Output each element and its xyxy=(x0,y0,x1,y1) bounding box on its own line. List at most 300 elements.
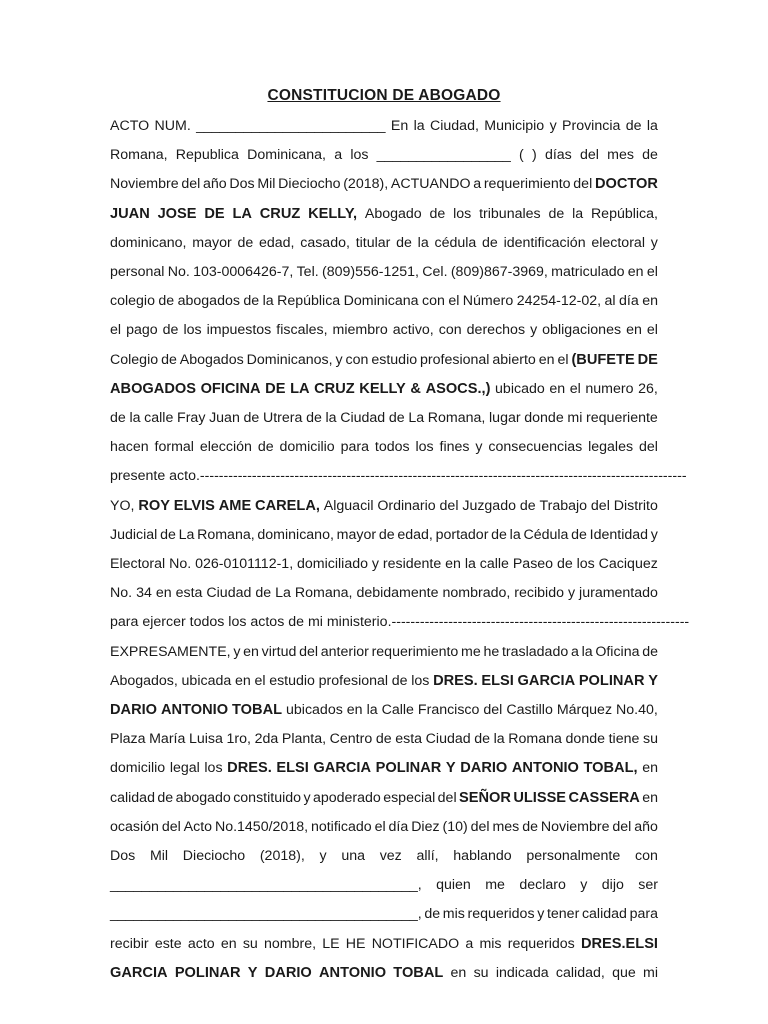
word: Mil xyxy=(257,176,276,193)
bold-word: DARIO xyxy=(110,702,158,718)
bold-word: LA xyxy=(290,380,310,397)
word: Luisa xyxy=(188,731,223,748)
body-line xyxy=(110,146,658,164)
word: de xyxy=(556,556,573,572)
bold-word: ANTONIO xyxy=(161,702,229,718)
body-line xyxy=(110,584,658,602)
word: domicilio xyxy=(110,760,166,777)
word: de xyxy=(571,526,587,543)
word: calle xyxy=(479,556,509,572)
word: mayor xyxy=(192,234,232,251)
word: electoral xyxy=(591,234,645,251)
word: de xyxy=(161,351,177,368)
word: los xyxy=(204,760,223,777)
bold-word: DE xyxy=(204,205,225,222)
body-line xyxy=(110,701,658,719)
word: Juan xyxy=(209,410,240,426)
word: ________________________ xyxy=(196,118,386,134)
word: el xyxy=(569,380,581,397)
word: allí, xyxy=(416,848,439,864)
word: Romana xyxy=(508,731,562,748)
word: de xyxy=(548,205,565,222)
word: No. xyxy=(167,264,190,280)
word: de xyxy=(391,672,408,689)
bold-word: Y xyxy=(648,672,658,689)
body-line xyxy=(110,175,658,193)
word: en xyxy=(155,585,172,602)
word: Dieciocho xyxy=(278,176,341,193)
word: en xyxy=(549,380,566,397)
word: estudio xyxy=(371,351,418,368)
body-line xyxy=(110,789,658,807)
word: Oficina xyxy=(595,643,640,660)
word: y xyxy=(549,118,557,134)
word: Ciudad, xyxy=(430,118,479,134)
word: con xyxy=(634,848,658,864)
word: y xyxy=(475,439,483,456)
bold-word: Y xyxy=(445,760,456,777)
word: la xyxy=(325,410,337,426)
word: fiscales, xyxy=(276,322,328,339)
word: mis xyxy=(442,906,465,923)
word: una xyxy=(341,848,365,864)
word: para xyxy=(340,439,369,456)
word: ACTO xyxy=(110,118,150,134)
word: la xyxy=(509,526,521,543)
bold-word: POLINAR xyxy=(174,964,241,981)
bold-word: DARIO xyxy=(264,964,312,981)
word: 24254-12-02, xyxy=(516,293,602,310)
word: Cel. xyxy=(422,264,448,280)
word: a xyxy=(570,643,579,660)
body-line xyxy=(110,964,658,982)
word: y xyxy=(371,556,379,572)
word: Dominicana xyxy=(343,293,419,310)
word: Dos xyxy=(229,176,255,193)
word: (2018), xyxy=(259,848,305,864)
word: de xyxy=(243,293,260,310)
word: abierto xyxy=(492,351,536,368)
word: del xyxy=(579,147,599,164)
word: el xyxy=(374,818,386,835)
bold-word: KELLY, xyxy=(308,205,358,222)
word: _______________________________________, xyxy=(110,877,422,894)
bold-word: LA xyxy=(232,205,252,222)
word: tribunales xyxy=(479,205,541,222)
word: elección xyxy=(199,439,252,456)
word: Acto xyxy=(183,818,213,835)
word: requerimiento xyxy=(371,643,459,660)
word: de xyxy=(162,322,179,339)
word: Abogado xyxy=(364,205,422,222)
word: No.40, xyxy=(616,702,658,718)
word: de xyxy=(157,789,174,806)
bold-word: CRUZ xyxy=(314,380,355,397)
word: Identidad xyxy=(589,526,649,543)
word: Caciquez xyxy=(598,556,658,572)
body-line xyxy=(110,759,658,777)
word: requeriente xyxy=(586,410,658,426)
word: mi xyxy=(643,964,658,981)
word: Fray xyxy=(177,410,206,426)
body-line xyxy=(110,409,658,427)
body-line xyxy=(110,555,658,573)
word: 26, xyxy=(638,380,658,397)
word: titular xyxy=(355,234,391,251)
word: LE xyxy=(322,935,340,952)
bold-word: DRES.ELSI xyxy=(580,935,658,952)
bold-word: JUAN xyxy=(110,205,150,222)
word: ACTUANDO xyxy=(390,176,471,193)
word: con xyxy=(422,293,445,310)
word: su xyxy=(642,731,658,748)
word: _________________ xyxy=(376,147,511,164)
body-line xyxy=(110,351,658,369)
word: No.1450/2018, xyxy=(214,818,309,835)
word: en xyxy=(445,556,461,572)
word: del xyxy=(573,176,593,193)
bold-word: DE xyxy=(637,351,658,368)
word: de xyxy=(429,205,446,222)
word: mi xyxy=(567,410,583,426)
document-title: CONSTITUCION DE ABOGADO xyxy=(267,87,501,104)
word: de xyxy=(396,234,412,251)
bold-word: ELSI xyxy=(481,672,514,689)
word: 34 xyxy=(136,585,152,602)
word: en xyxy=(626,322,642,339)
word: 103-0006426-7, xyxy=(193,264,294,280)
word: domiciliado xyxy=(297,556,369,572)
bold-word: POLINAR xyxy=(578,672,645,689)
bold-word: ULISSE xyxy=(513,789,567,806)
word: a xyxy=(473,176,482,193)
word: hacen xyxy=(110,439,149,456)
word: Calle xyxy=(381,702,414,718)
word: Distrito xyxy=(613,497,658,514)
word: de xyxy=(375,731,392,748)
word: La xyxy=(408,410,425,426)
word: trasladado xyxy=(501,643,569,660)
word: los xyxy=(415,439,434,456)
word: su xyxy=(473,964,489,981)
word: del xyxy=(437,789,457,806)
word: dominicano, xyxy=(257,526,334,543)
bold-word: DOCTOR xyxy=(594,176,658,193)
body-line xyxy=(110,117,658,135)
word: matriculado xyxy=(551,264,625,280)
word: los xyxy=(350,147,369,164)
body-line xyxy=(110,205,658,223)
word: formal xyxy=(154,439,194,456)
word: abogado xyxy=(175,789,231,806)
word: mis xyxy=(479,935,502,952)
bold-word: POLINAR xyxy=(375,760,442,777)
bold-word: GARCIA xyxy=(110,964,168,981)
word: presente acto.------------------------------------------------------------------------------------------------------- xyxy=(110,468,687,485)
word: de xyxy=(255,585,272,602)
word: en xyxy=(346,702,363,718)
word: tiene xyxy=(608,731,640,748)
word: a xyxy=(465,935,474,952)
word: en xyxy=(220,935,237,952)
word: mes xyxy=(492,818,520,835)
word: Romana, xyxy=(110,147,168,164)
word: residente xyxy=(382,556,442,572)
word: esta xyxy=(395,731,423,748)
word: mayor xyxy=(336,526,377,543)
word: de xyxy=(243,410,260,426)
word: colegio xyxy=(110,293,155,310)
word: me xyxy=(485,877,505,894)
word: virtud xyxy=(261,643,297,660)
body-line xyxy=(110,292,658,310)
word: de xyxy=(625,118,642,134)
word: impuestos xyxy=(206,322,272,339)
word: de xyxy=(110,410,126,426)
bold-word: DRES. xyxy=(227,760,272,777)
body-line xyxy=(110,234,658,252)
word: profesional xyxy=(318,672,389,689)
word: notificado xyxy=(310,818,372,835)
word: legal xyxy=(169,760,200,777)
bold-word: GARCIA xyxy=(313,760,371,777)
bold-word: ASOCS.,) xyxy=(425,380,491,397)
word: el xyxy=(254,672,266,689)
body-line xyxy=(110,935,658,953)
word: del xyxy=(638,439,658,456)
word: Número xyxy=(462,293,514,310)
word: de xyxy=(519,497,536,514)
word: de xyxy=(158,293,175,310)
word: y xyxy=(650,234,658,251)
word: este xyxy=(154,935,182,952)
word: calle xyxy=(144,410,174,426)
word: ser xyxy=(638,877,658,894)
word: y xyxy=(580,877,588,894)
word: de xyxy=(642,643,658,660)
word: Ordinario xyxy=(377,497,436,514)
word: del xyxy=(590,497,610,514)
word: ) xyxy=(531,147,537,164)
word: domicilio xyxy=(279,439,335,456)
word: y xyxy=(303,789,311,806)
bold-word: SEÑOR xyxy=(459,789,511,806)
word: constituido xyxy=(233,789,302,806)
word: Noviembre xyxy=(110,176,179,193)
word: Romana, xyxy=(294,585,353,602)
body-line xyxy=(110,321,658,339)
bold-word: KELLY xyxy=(359,380,406,397)
word: de xyxy=(642,147,658,164)
word: miembro xyxy=(332,322,388,339)
word: lugar xyxy=(489,410,521,426)
word: hablando xyxy=(453,848,512,864)
word: al xyxy=(604,293,616,310)
bold-word: DE xyxy=(265,380,286,397)
word: de xyxy=(160,526,176,543)
word: Ciudad xyxy=(206,585,252,602)
word: la xyxy=(493,731,505,748)
word: Abogados xyxy=(179,351,244,368)
body-line xyxy=(110,672,658,690)
word: ubicada xyxy=(181,672,232,689)
word: numero xyxy=(585,380,634,397)
word: requerimiento xyxy=(483,176,571,193)
word: del xyxy=(612,818,632,835)
word: República, xyxy=(590,205,658,222)
word: de xyxy=(522,818,538,835)
word: a xyxy=(334,147,343,164)
word: para xyxy=(629,906,658,923)
word: del xyxy=(161,818,181,835)
word: y xyxy=(530,322,538,339)
bold-word: GARCIA xyxy=(517,672,576,689)
bold-word: ABOGADOS xyxy=(110,380,196,397)
bold-word: (BUFETE xyxy=(571,351,635,368)
word: Diez xyxy=(411,818,440,835)
word: YO, xyxy=(110,497,135,514)
word: declaro xyxy=(519,877,566,894)
word: indicada xyxy=(495,964,549,981)
word: mes xyxy=(607,147,634,164)
word: Francisco xyxy=(417,702,480,718)
word: de xyxy=(257,439,274,456)
word: 026-0101112-1, xyxy=(195,556,294,572)
word: legales xyxy=(588,439,634,456)
bold-word: ELSI xyxy=(276,760,309,777)
bold-word: TOBAL, xyxy=(583,760,638,777)
word: Centro xyxy=(329,731,373,748)
word: La xyxy=(275,585,291,602)
word: requeridos xyxy=(467,906,535,923)
word: _______________________________________, xyxy=(110,906,422,923)
word: acto xyxy=(187,935,215,952)
word: María xyxy=(149,731,186,748)
word: la xyxy=(366,702,378,718)
word: Mil xyxy=(149,848,169,864)
word: pago xyxy=(126,322,158,339)
word: días xyxy=(544,147,572,164)
bold-word: CASSERA xyxy=(568,789,640,806)
word: edad, xyxy=(258,234,295,251)
word: del xyxy=(439,497,459,514)
word: juramentado xyxy=(579,585,658,602)
word: y xyxy=(319,848,327,864)
word: NUM. xyxy=(154,118,191,134)
body-line xyxy=(110,263,658,281)
body-line xyxy=(110,818,658,836)
body-line xyxy=(110,643,658,661)
word: y xyxy=(233,643,241,660)
word: Electoral xyxy=(110,556,166,572)
word: en xyxy=(234,672,251,689)
word: calidad, xyxy=(555,964,605,981)
word: y xyxy=(537,906,545,923)
word: en xyxy=(538,351,555,368)
word: (809)867-3969, xyxy=(450,264,548,280)
bold-word: CRUZ xyxy=(259,205,301,222)
word: Dominicanos, xyxy=(246,351,333,368)
word: tener xyxy=(546,906,580,923)
word: día xyxy=(619,293,639,310)
word: obligaciones xyxy=(542,322,622,339)
word: Noviembre xyxy=(540,818,610,835)
word: en xyxy=(243,643,259,660)
word: Colegio xyxy=(110,351,159,368)
bold-word: ROY xyxy=(138,497,170,514)
word: EXPRESAMENTE, xyxy=(110,643,231,660)
word: el xyxy=(110,322,122,339)
word: el xyxy=(448,293,460,310)
word: Ciudad xyxy=(425,731,471,748)
word: abogados xyxy=(177,293,240,310)
word: del xyxy=(470,818,490,835)
word: Abogados, xyxy=(110,672,178,689)
body-line xyxy=(110,613,690,631)
word: vez xyxy=(379,848,402,864)
bold-word: DRES. xyxy=(433,672,478,689)
word: del xyxy=(483,702,503,718)
word: portador xyxy=(435,526,489,543)
word: La xyxy=(178,526,195,543)
word: Juzgado xyxy=(462,497,516,514)
word: Judicial xyxy=(110,526,158,543)
word: Cédula xyxy=(523,526,569,543)
word: de xyxy=(491,526,507,543)
bold-word: ANTONIO xyxy=(319,964,387,981)
word: en xyxy=(450,964,467,981)
word: quien xyxy=(436,877,471,894)
word: de xyxy=(378,526,395,543)
word: calidad xyxy=(110,789,155,806)
word: derechos xyxy=(466,322,526,339)
body-line xyxy=(110,438,658,456)
word: 2da xyxy=(254,731,279,748)
word: recibido xyxy=(514,585,564,602)
word: de xyxy=(424,906,441,923)
word: donde xyxy=(524,410,564,426)
word: requeridos xyxy=(507,935,575,952)
word: en xyxy=(642,789,658,806)
word: nombre, xyxy=(264,935,317,952)
word: consecuencias xyxy=(488,439,583,456)
word: que xyxy=(612,964,636,981)
word: No. xyxy=(110,585,133,602)
word: personal xyxy=(110,264,165,280)
word: personalmente xyxy=(526,848,621,864)
body-line xyxy=(110,847,658,865)
word: y xyxy=(567,585,576,602)
word: (10) xyxy=(442,818,468,835)
word: Trabajo xyxy=(539,497,588,514)
word: esta xyxy=(175,585,203,602)
word: de xyxy=(474,731,491,748)
word: día xyxy=(388,818,409,835)
word: 1ro, xyxy=(226,731,251,748)
word: Castillo xyxy=(506,702,553,718)
word: anterior xyxy=(320,643,369,660)
word: Tel. xyxy=(296,264,319,280)
word: especial xyxy=(383,789,436,806)
word: Dieciocho xyxy=(182,848,246,864)
word: identificación xyxy=(503,234,586,251)
word: con xyxy=(345,351,369,368)
word: debidamente xyxy=(356,585,439,602)
word: Dominicana, xyxy=(247,147,326,164)
body-line xyxy=(110,467,687,485)
bold-word: TOBAL xyxy=(232,702,283,718)
word: año xyxy=(634,818,658,835)
